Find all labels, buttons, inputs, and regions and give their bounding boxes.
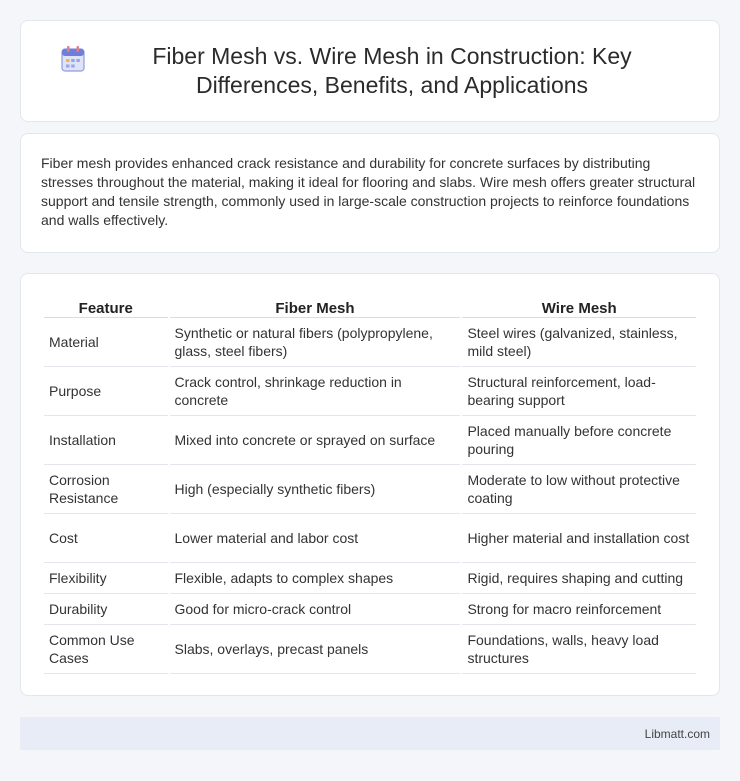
feature-cell: Corrosion Resistance [44,465,168,514]
table-row [44,563,696,594]
header-feature: Feature [44,296,168,318]
wire-cell: Foundations, walls, heavy load structures [462,625,696,674]
wire-cell: Rigid, requires shaping and cutting [462,563,696,594]
header-fiber-mesh: Fiber Mesh [170,296,461,318]
footer [20,717,720,750]
footer-brand-link[interactable]: Libmatt.com [644,727,710,741]
fiber-cell: Good for micro-crack control [170,594,461,625]
fiber-cell: Synthetic or natural fibers (polypropylene, glass, steel fibers) [170,318,461,367]
wire-cell: Moderate to low without protective coating [462,465,696,514]
intro-paragraph: Fiber mesh provides enhanced crack resistance and durability for concrete surfaces by distributing stresses throughout the material, making it ideal for flooring and slabs. Wire mesh offers greater structural support and tensile strength, commonly used in large-scale construction projects to reinforce foundations and walls effectively. [41,155,696,228]
comparison-table [42,296,698,674]
feature-cell: Cost [44,514,168,563]
table-row [44,416,696,465]
fiber-cell: High (especially synthetic fibers) [170,465,461,514]
feature-cell: Installation [44,416,168,465]
fiber-cell: Crack control, shrinkage reduction in concrete [170,367,461,416]
wire-cell: Higher material and installation cost [462,514,696,563]
feature-cell: Material [44,318,168,367]
comparison-card [20,273,720,696]
fiber-cell: Lower material and labor cost [170,514,461,563]
wire-cell: Placed manually before concrete pouring [462,416,696,465]
feature-cell: Purpose [44,367,168,416]
calendar-icon [61,45,85,73]
table-row [44,465,696,514]
title-card [20,20,720,122]
fiber-cell: Slabs, overlays, precast panels [170,625,461,674]
page-title: Fiber Mesh vs. Wire Mesh in Construction: Key Differences, Benefits, and Applications [152,43,632,98]
table-header-row [44,296,696,318]
header-wire-mesh: Wire Mesh [462,296,696,318]
wire-cell: Structural reinforcement, load-bearing support [462,367,696,416]
table-row [44,318,696,367]
feature-cell: Common Use Cases [44,625,168,674]
wire-cell: Strong for macro reinforcement [462,594,696,625]
table-row [44,514,696,563]
table-row [44,594,696,625]
intro-card [20,133,720,253]
wire-cell: Steel wires (galvanized, stainless, mild steel) [462,318,696,367]
table-row [44,625,696,674]
fiber-cell: Flexible, adapts to complex shapes [170,563,461,594]
feature-cell: Flexibility [44,563,168,594]
fiber-cell: Mixed into concrete or sprayed on surface [170,416,461,465]
table-row [44,367,696,416]
feature-cell: Durability [44,594,168,625]
